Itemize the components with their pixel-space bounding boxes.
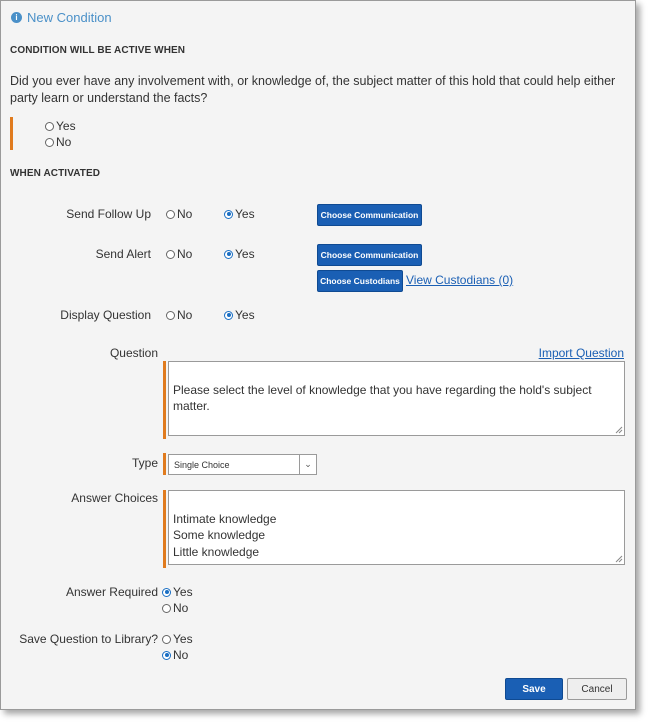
- resize-grip-icon[interactable]: [615, 555, 623, 563]
- radio-no[interactable]: [166, 210, 175, 219]
- radio-yes[interactable]: [162, 635, 171, 644]
- question-label: Question: [109, 346, 158, 360]
- choose-communication-button[interactable]: Choose Communication: [317, 204, 422, 226]
- required-indicator: [10, 117, 13, 150]
- send-follow-up-no[interactable]: No: [166, 207, 192, 221]
- answer-choices-label: Answer Choices: [71, 491, 158, 505]
- radio-no[interactable]: [166, 311, 175, 320]
- condition-option-yes[interactable]: Yes: [45, 119, 76, 133]
- radio-no[interactable]: [45, 138, 54, 147]
- send-alert-label: Send Alert: [95, 247, 151, 261]
- answer-required-label: Answer Required: [65, 585, 158, 599]
- answer-choices-textarea[interactable]: Intimate knowledge Some knowledge Little knowledge: [168, 490, 625, 565]
- choose-communication-alert-button[interactable]: Choose Communication: [317, 244, 422, 266]
- required-indicator: [163, 453, 166, 475]
- radio-no[interactable]: [162, 651, 171, 660]
- save-to-library-no[interactable]: No: [162, 648, 188, 662]
- required-indicator: [163, 361, 166, 439]
- resize-grip-icon[interactable]: [615, 426, 623, 434]
- save-button[interactable]: Save: [505, 678, 563, 700]
- radio-no[interactable]: [162, 604, 171, 613]
- condition-option-no[interactable]: No: [45, 135, 71, 149]
- display-question-no[interactable]: No: [166, 308, 192, 322]
- radio-yes[interactable]: [224, 250, 233, 259]
- choose-custodians-button[interactable]: Choose Custodians: [317, 270, 403, 292]
- type-label: Type: [131, 456, 158, 470]
- radio-yes[interactable]: [45, 122, 54, 131]
- radio-no[interactable]: [166, 250, 175, 259]
- display-question-label: Display Question: [60, 308, 151, 322]
- save-to-library-label: Save Question to Library?: [19, 632, 158, 646]
- save-to-library-yes[interactable]: Yes: [162, 632, 193, 646]
- radio-yes[interactable]: [224, 311, 233, 320]
- send-alert-no[interactable]: No: [166, 247, 192, 261]
- type-select[interactable]: Single Choice ⌄: [168, 454, 317, 475]
- question-textarea[interactable]: Please select the level of knowledge that you have regarding the hold's subject matter.: [168, 361, 625, 436]
- condition-question-text: Did you ever have any involvement with, or knowledge of, the subject matter of this hold that could help either party learn or understand the facts?: [10, 74, 616, 105]
- info-icon: i: [11, 12, 22, 23]
- radio-yes[interactable]: [162, 588, 171, 597]
- send-alert-yes[interactable]: Yes: [224, 247, 255, 261]
- condition-heading: CONDITION WILL BE ACTIVE WHEN: [10, 45, 186, 56]
- required-indicator: [163, 490, 166, 568]
- when-activated-heading: WHEN ACTIVATED: [10, 168, 101, 179]
- chevron-down-icon[interactable]: ⌄: [299, 455, 316, 474]
- view-custodians-link[interactable]: View Custodians (0): [406, 273, 514, 287]
- dialog-title-text: New Condition: [27, 10, 112, 25]
- send-follow-up-yes[interactable]: Yes: [224, 207, 255, 221]
- send-follow-up-label: Send Follow Up: [66, 207, 151, 221]
- display-question-yes[interactable]: Yes: [224, 308, 255, 322]
- radio-yes[interactable]: [224, 210, 233, 219]
- import-question-link[interactable]: Import Question: [538, 346, 624, 360]
- cancel-button[interactable]: Cancel: [567, 678, 627, 700]
- answer-required-no[interactable]: No: [162, 601, 188, 615]
- answer-required-yes[interactable]: Yes: [162, 585, 193, 599]
- dialog-title: [11, 10, 112, 25]
